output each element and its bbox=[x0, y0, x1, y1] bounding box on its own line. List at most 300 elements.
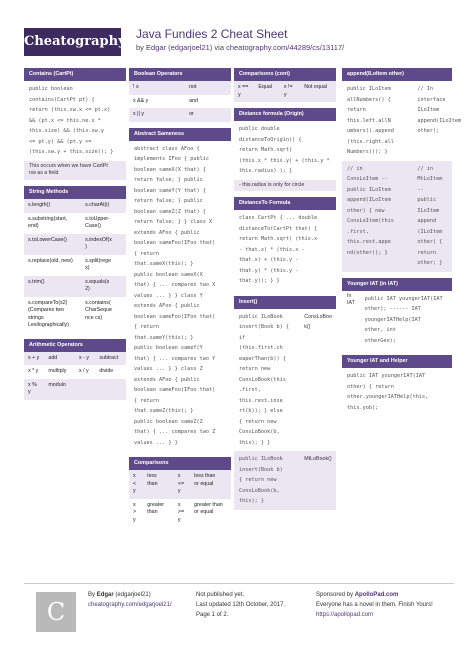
table-row bbox=[24, 199, 126, 213]
cell-text: x bbox=[133, 501, 136, 508]
code-line: public boolean sameX(X bbox=[134, 271, 203, 278]
code-line: Numbers()); } bbox=[347, 149, 388, 155]
cell-text: or equal bbox=[194, 480, 214, 487]
code-line: extends AFoo { public bbox=[134, 376, 200, 383]
code-line: return new bbox=[239, 366, 271, 373]
code-line: this.rest.appe bbox=[347, 239, 391, 245]
cell-text: x != y bbox=[283, 84, 293, 98]
code-line: implements IFoo { public bbox=[134, 156, 209, 162]
cell-text: strings bbox=[28, 314, 44, 321]
table-cell bbox=[24, 234, 81, 255]
cell-text: or equal bbox=[194, 509, 214, 515]
code-line: abstract class AFoo { bbox=[134, 145, 200, 152]
insert-section bbox=[234, 296, 336, 510]
code-line: that) { ... compares two X bbox=[134, 282, 216, 288]
code-line: return false; } } class X bbox=[134, 219, 213, 225]
cell-text: s.toUpper- bbox=[85, 215, 110, 222]
cell-text: less than bbox=[194, 473, 216, 479]
code-line: return false; } public bbox=[134, 198, 203, 204]
code-line: public IAT youngerIAT(IAT bbox=[347, 373, 426, 379]
code-line: this.radius) ); } bbox=[239, 168, 293, 174]
cell-text: s.charAt(i) bbox=[85, 202, 110, 209]
cell-text: s.contains( bbox=[85, 299, 111, 306]
insert-type-label: ConsLoBoo k() bbox=[299, 309, 336, 452]
cell-text: Equal bbox=[258, 84, 272, 90]
code-line: public bbox=[417, 197, 437, 203]
code-line: umbers().append bbox=[347, 128, 394, 134]
cell-text: 2) bbox=[85, 286, 90, 293]
code-line: ILoItem bbox=[417, 207, 440, 214]
cell-text: s.replace(old, new) bbox=[28, 257, 73, 264]
cheatography-c-logo: C bbox=[36, 592, 76, 632]
code-line: values ... } } bbox=[134, 439, 178, 446]
table-cell bbox=[129, 499, 143, 528]
code-line: { return new bbox=[239, 418, 277, 425]
cell-text: CharSeque bbox=[85, 307, 112, 314]
code-line: that) { ... compares two Y bbox=[134, 355, 216, 362]
section-title: Abstract Sameness bbox=[129, 128, 231, 141]
code-line: MtLoItem bbox=[417, 176, 443, 182]
cell-text: greater than bbox=[194, 501, 223, 508]
code-line: insert(Book b) bbox=[239, 466, 283, 473]
cell-text: x - y bbox=[78, 354, 89, 361]
code-line: ConsLoBook(b, bbox=[239, 487, 280, 494]
code-line: extends AFoo { public bbox=[134, 229, 200, 236]
cell-text: y bbox=[133, 516, 136, 523]
table-cell bbox=[81, 213, 126, 234]
append-row-2 bbox=[342, 161, 452, 272]
table-cell bbox=[75, 379, 95, 400]
table-cell bbox=[174, 499, 190, 528]
footer-author bbox=[88, 590, 172, 610]
cell-text: s.trim() bbox=[28, 278, 45, 285]
younger-row bbox=[342, 291, 452, 350]
section-note: - this.radius is only for circle bbox=[234, 180, 336, 192]
cell-text: modulo bbox=[48, 381, 66, 388]
code-line: this); } } bbox=[239, 439, 271, 446]
cell-text: x bbox=[177, 473, 181, 479]
code-line: this.size) && (this.sw.y bbox=[29, 128, 104, 134]
table-cell bbox=[95, 365, 126, 379]
code-line: if bbox=[239, 334, 246, 341]
code-block bbox=[234, 210, 336, 290]
code-line: youngerIATHelp(IAT bbox=[364, 316, 421, 323]
page-number: Page 1 of 2. bbox=[196, 612, 229, 618]
table-cell bbox=[254, 81, 280, 102]
cell-text: not bbox=[189, 84, 197, 90]
code-line: public double bbox=[239, 126, 280, 132]
code-line: append bbox=[417, 218, 437, 224]
code-line: -- bbox=[417, 186, 424, 193]
code-block bbox=[360, 291, 452, 350]
table-cell bbox=[24, 199, 81, 213]
code-line: boolean sameFoo(IFoo that) bbox=[134, 387, 216, 393]
code-line: other; } bbox=[417, 260, 443, 266]
cell-text: x || y bbox=[133, 111, 144, 117]
author-name[interactable]: Edgar bbox=[96, 592, 114, 598]
section-title: DistanceTo Formula bbox=[234, 197, 336, 210]
code-line: (ILoItem bbox=[417, 228, 443, 235]
table-row bbox=[24, 297, 126, 333]
comparisons-cont-section bbox=[234, 68, 336, 102]
table-row bbox=[24, 213, 126, 234]
cell-text: s.equals(s bbox=[85, 278, 110, 285]
code-line: ConsLoBook(b, bbox=[239, 429, 280, 436]
code-line: insert(Book b) { bbox=[239, 324, 289, 331]
cell-text: or bbox=[189, 111, 194, 117]
cell-text: x bbox=[177, 501, 181, 508]
code-block bbox=[342, 161, 412, 272]
code-line: public ILoItem bbox=[347, 86, 391, 92]
cell-text: Not equal bbox=[304, 84, 327, 90]
table-cell bbox=[81, 297, 126, 333]
table-cell bbox=[24, 255, 81, 276]
cell-text: y bbox=[133, 488, 136, 494]
section-title: Comparisons bbox=[129, 457, 231, 470]
code-block bbox=[342, 81, 412, 161]
byline bbox=[136, 43, 344, 52]
comparisons-table bbox=[129, 470, 231, 527]
code-block bbox=[342, 368, 452, 416]
code-line: values ... } } class Y bbox=[134, 292, 203, 299]
table-cell bbox=[185, 81, 231, 95]
code-line: This occurs when we have CartPt bbox=[29, 162, 108, 169]
code-line: that.y)); } } bbox=[239, 278, 280, 285]
code-line: that) { ... compares two Z bbox=[134, 429, 216, 435]
section-title: String Methods bbox=[24, 186, 126, 199]
comparisons-cont-table bbox=[234, 81, 336, 102]
code-line: public boolean sameY(Y bbox=[134, 345, 203, 351]
string-methods-table bbox=[24, 199, 126, 333]
code-line: interface bbox=[417, 96, 446, 103]
code-line: public ILoBook bbox=[239, 313, 283, 320]
code-line: (this.first.ch bbox=[239, 345, 283, 352]
code-line: values ... } } class Z bbox=[134, 366, 203, 372]
code-line: distanceToOrigin() { bbox=[239, 136, 302, 143]
boolean-table bbox=[129, 81, 231, 122]
code-line: // in bbox=[417, 165, 434, 172]
sheet-url-link[interactable]: cheatography.com/44289/cs/13117/ bbox=[226, 43, 345, 52]
code-line: { return bbox=[134, 397, 159, 404]
section-note bbox=[24, 161, 126, 181]
table-cell bbox=[24, 276, 81, 297]
cell-text: x * y bbox=[28, 368, 39, 375]
row-label bbox=[342, 291, 360, 350]
code-line: <= pt.y) && (pt.y <= bbox=[29, 138, 92, 145]
table-row bbox=[129, 81, 231, 95]
cell-text: s.split(rege bbox=[85, 257, 112, 264]
code-line: that.y) * (this.y - bbox=[239, 267, 299, 274]
distance-origin-section bbox=[234, 108, 336, 191]
table-cell bbox=[174, 470, 190, 499]
code-line: .first, bbox=[239, 387, 261, 394]
code-line: return bbox=[417, 249, 437, 256]
table-cell bbox=[95, 379, 126, 400]
by-label: by bbox=[136, 43, 144, 52]
sponsor-url-link[interactable]: https://apollopad.com bbox=[316, 612, 374, 618]
cell-text: x == y bbox=[238, 84, 249, 98]
code-line: other, int bbox=[364, 327, 396, 333]
section-title: Insert() bbox=[234, 296, 336, 309]
code-block bbox=[234, 451, 299, 510]
cell-text: > bbox=[133, 509, 137, 515]
cheatography-logo[interactable]: Cheatography bbox=[24, 28, 121, 56]
code-line: .first, bbox=[347, 228, 369, 235]
table-cell bbox=[190, 499, 231, 528]
code-line: otherGen); bbox=[364, 337, 396, 344]
code-line: this.yob); bbox=[347, 404, 379, 411]
cell-text: s.substring(start, end) bbox=[28, 215, 68, 230]
table-cell bbox=[300, 81, 336, 102]
section-title: Younger IAT and Helper bbox=[342, 355, 452, 368]
table-row bbox=[234, 81, 336, 102]
code-line: nd(other)); } bbox=[347, 249, 388, 256]
table-cell bbox=[75, 352, 95, 366]
cell-text: x + y bbox=[28, 354, 40, 361]
table-cell bbox=[75, 365, 95, 379]
cell-text: divide bbox=[99, 368, 114, 375]
code-line: (this.x * this.y) + (this.y * bbox=[239, 157, 330, 164]
code-line: boolean sameX(X that) { bbox=[134, 166, 206, 173]
code-line: other) { bbox=[417, 239, 443, 245]
code-block bbox=[129, 141, 231, 452]
via-label: via bbox=[214, 43, 224, 52]
author-handle: (edgarjoel21) bbox=[115, 592, 151, 598]
cell-text: multiply bbox=[48, 368, 67, 375]
table-cell bbox=[81, 199, 126, 213]
code-block bbox=[412, 161, 452, 272]
author-link[interactable]: Edgar (edgarjoel21) bbox=[146, 43, 213, 52]
code-line: public boolean sameZ(Z bbox=[134, 418, 203, 425]
code-block bbox=[234, 309, 299, 452]
code-line: ConsLoItem -- bbox=[347, 176, 388, 182]
table-row bbox=[24, 365, 126, 379]
cell-text: Case() bbox=[85, 223, 102, 230]
code-line: other); ------ IAT bbox=[364, 306, 421, 312]
abstract-sameness-section bbox=[129, 128, 231, 452]
contains-section bbox=[24, 68, 126, 180]
cell-text: >= bbox=[177, 509, 185, 515]
author-profile-link[interactable]: cheatography.com/edgarjoel21/ bbox=[88, 602, 172, 608]
arithmetic-table bbox=[24, 352, 126, 400]
code-line: public IAT youngerIAT(IAT bbox=[364, 295, 443, 302]
code-line: that.sameZ(this); } bbox=[134, 408, 194, 414]
column-3 bbox=[234, 68, 336, 513]
code-line: { return new bbox=[239, 477, 277, 484]
footer-sponsor bbox=[316, 590, 433, 620]
cell-text: less bbox=[147, 473, 157, 479]
table-cell bbox=[81, 234, 126, 255]
code-line: class CartPt { ... double bbox=[239, 215, 318, 222]
code-line: return bbox=[347, 107, 366, 113]
cell-text: y bbox=[177, 488, 181, 494]
code-line: return Math.sqrt( bbox=[239, 147, 293, 153]
distance-to-section bbox=[234, 197, 336, 290]
section-title: Comparisons (cont) bbox=[234, 68, 336, 81]
younger-iat-section bbox=[342, 278, 452, 350]
code-line: ILoItem bbox=[417, 107, 440, 113]
by-label: By bbox=[88, 592, 96, 598]
code-line: that.x) + (this.y - bbox=[239, 257, 299, 264]
cell-text: x && y bbox=[133, 97, 149, 104]
cell-text: Lexilographically) bbox=[28, 322, 69, 329]
insert-type-label: MtLoBook() bbox=[299, 451, 336, 510]
table-cell bbox=[129, 470, 143, 499]
code-line: rt(b)); } else bbox=[239, 408, 283, 415]
sponsor-link[interactable]: ApolloPad.com bbox=[354, 592, 399, 598]
code-line: ConsLoItem(this bbox=[347, 218, 394, 224]
cell-text: greater bbox=[147, 501, 165, 508]
cell-text: add bbox=[48, 354, 58, 361]
table-cell bbox=[129, 108, 185, 122]
table-row bbox=[129, 470, 231, 499]
string-methods-section bbox=[24, 186, 126, 333]
cell-text: <= bbox=[177, 480, 185, 487]
code-line: this); } bbox=[239, 498, 264, 505]
code-line: other.youngerIATHelp(this, bbox=[347, 394, 429, 400]
code-line: // in bbox=[347, 165, 363, 172]
code-line: append(ILoItem bbox=[417, 117, 462, 124]
code-line: nw as a field bbox=[29, 170, 59, 177]
section-title: append(ILoItem other) bbox=[342, 68, 452, 81]
code-line: allNumbers() { bbox=[347, 96, 391, 103]
cell-text: (Compares two bbox=[28, 307, 64, 314]
header bbox=[0, 0, 474, 66]
table-cell bbox=[44, 365, 75, 379]
code-line: this.rest.inse bbox=[239, 397, 283, 404]
cell-text: s.length() bbox=[28, 202, 51, 209]
code-line: contains(CartPt pt) { bbox=[29, 96, 95, 103]
cell-text: ) bbox=[85, 244, 87, 251]
code-line: return (this.sw.x <= pt.x) bbox=[29, 107, 111, 113]
code-line: return Math.sqrt( (this.x bbox=[239, 236, 318, 243]
table-cell bbox=[280, 81, 300, 102]
cell-text: s.compareTo(s2) bbox=[28, 299, 68, 306]
table-cell bbox=[81, 255, 126, 276]
table-row bbox=[129, 499, 231, 528]
code-block bbox=[234, 121, 336, 180]
code-line: eaperThan(b)) { bbox=[239, 355, 286, 362]
boolean-section bbox=[129, 68, 231, 122]
code-line: { return bbox=[134, 250, 159, 257]
arithmetic-section bbox=[24, 339, 126, 400]
cell-text: < bbox=[133, 480, 137, 487]
section-title: Distance formula (Origin) bbox=[234, 108, 336, 121]
code-line: that.sameX(this); } bbox=[134, 261, 194, 267]
column-4 bbox=[342, 68, 462, 419]
table-cell bbox=[44, 379, 75, 400]
table-cell bbox=[95, 352, 126, 366]
append-section bbox=[342, 68, 462, 272]
cell-text: x % y bbox=[28, 381, 37, 396]
code-line: ConsLoBook(this bbox=[239, 376, 286, 383]
code-line: append(ILoItem bbox=[347, 197, 391, 203]
table-row bbox=[129, 95, 231, 109]
section-title: Arithmetic Operators bbox=[24, 339, 126, 352]
insert-row-2 bbox=[234, 451, 336, 510]
code-line: public ILoItem bbox=[347, 186, 391, 193]
table-cell bbox=[129, 81, 185, 95]
code-line: (this.sw.y + this.size)); } bbox=[29, 149, 114, 155]
table-row bbox=[24, 255, 126, 276]
code-line: - that.x) * (this.x - bbox=[239, 246, 305, 253]
table-row bbox=[24, 276, 126, 297]
sponsor-label: Sponsored by bbox=[316, 592, 354, 598]
table-cell bbox=[24, 365, 44, 379]
code-line: other) { return bbox=[347, 383, 394, 390]
table-cell bbox=[24, 213, 81, 234]
code-block bbox=[24, 81, 126, 161]
table-cell bbox=[185, 108, 231, 122]
code-line: extends AFoo { public bbox=[134, 303, 200, 309]
column-1 bbox=[24, 68, 126, 403]
cell-text: and bbox=[189, 97, 198, 104]
comparisons-section bbox=[129, 457, 231, 527]
cell-text: ! x bbox=[133, 84, 139, 90]
cell-text: y bbox=[177, 516, 181, 523]
code-line: && (pt.x <= this.ne.x * bbox=[29, 117, 101, 124]
section-title: Contains (CartPt) bbox=[24, 68, 126, 81]
cell-text: than bbox=[147, 480, 158, 487]
code-line: { return bbox=[134, 324, 159, 330]
cell-text: s.indexOf(x bbox=[85, 236, 112, 243]
table-cell bbox=[24, 379, 44, 400]
table-row bbox=[24, 379, 126, 400]
code-line: (this.right.all bbox=[347, 138, 394, 145]
code-line: In bbox=[347, 292, 352, 299]
code-line: // In bbox=[417, 86, 434, 92]
code-line: other); bbox=[417, 128, 440, 134]
section-title: Boolean Operators bbox=[129, 68, 231, 81]
code-line: this.left.allN bbox=[347, 117, 391, 124]
footer bbox=[24, 583, 454, 631]
cell-text: x / y bbox=[78, 368, 89, 375]
younger-helper-section bbox=[342, 355, 452, 416]
code-line: other) { new bbox=[347, 207, 385, 214]
code-line: boolean sameY(Y that) { bbox=[134, 187, 206, 194]
sponsor-tagline: Everyone has a novel in them. Finish Yours! bbox=[316, 602, 433, 608]
code-line: boolean sameFoo(IFoo that) bbox=[134, 240, 216, 246]
page-title: Java Fundies 2 Cheat Sheet bbox=[136, 27, 288, 41]
table-cell bbox=[234, 81, 254, 102]
code-line: distanceTo(CartPt that) { bbox=[239, 225, 318, 232]
insert-row-1 bbox=[234, 309, 336, 452]
table-cell bbox=[44, 352, 75, 366]
table-cell bbox=[143, 499, 174, 528]
table-row bbox=[129, 108, 231, 122]
table-cell bbox=[24, 297, 81, 333]
code-line: IAT bbox=[347, 300, 355, 307]
footer-publish-info bbox=[196, 590, 285, 620]
cell-text: subtract bbox=[99, 354, 119, 361]
append-row-1 bbox=[342, 81, 462, 161]
table-cell bbox=[81, 276, 126, 297]
code-line: boolean sameZ(Z that) { bbox=[134, 208, 206, 215]
table-cell bbox=[185, 95, 231, 109]
table-cell bbox=[143, 470, 174, 499]
column-2 bbox=[129, 68, 231, 530]
code-line: boolean sameFoo(IFoo that) bbox=[134, 313, 216, 320]
code-block bbox=[412, 81, 462, 161]
code-line: public ILoBook bbox=[239, 456, 283, 463]
cell-text: than bbox=[147, 509, 158, 515]
cell-text: s.toLowerCase() bbox=[28, 236, 67, 243]
table-cell bbox=[129, 95, 185, 109]
table-cell bbox=[190, 470, 231, 499]
table-row bbox=[24, 234, 126, 255]
cell-text: nce cs) bbox=[85, 314, 103, 321]
code-line: that.sameY(this); } bbox=[134, 334, 194, 341]
